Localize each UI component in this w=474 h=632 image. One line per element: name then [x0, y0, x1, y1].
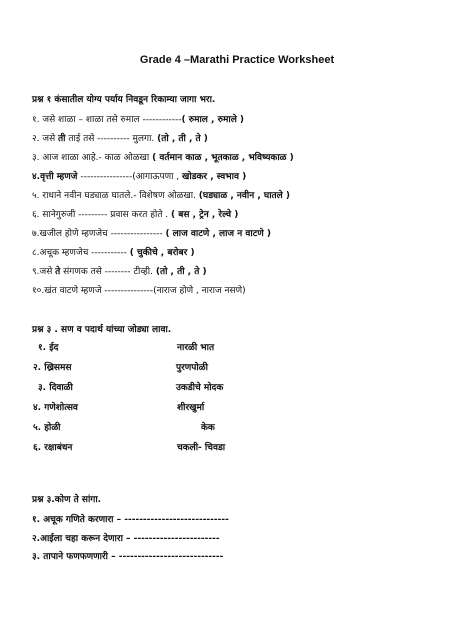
- match-left-item: ४. गणेशोत्सव: [33, 403, 78, 413]
- question-label: ४.वृत्ती म्हणजे: [32, 172, 78, 182]
- question-prefix: ९.जसे: [32, 267, 56, 277]
- match-left-item: ३. दिवाळी: [38, 383, 73, 393]
- question-7: [32, 228, 271, 240]
- question-text: ८.अचूक म्हणजेच -----------: [32, 248, 130, 258]
- question-10: [32, 285, 246, 297]
- match-right-item: चकली- चिवडा: [177, 443, 226, 453]
- question-3: [32, 152, 294, 164]
- fill-item: ३. तापाने फणफणणारी – ----------------------------: [32, 552, 224, 562]
- question-text: ६. सानेगुरुजी --------- प्रवास करत होते .: [32, 210, 172, 220]
- question-6: [32, 209, 238, 221]
- match-right-item: पुरणपोळी: [176, 363, 208, 373]
- match-right-item: उकडीचे मोदक: [176, 383, 224, 393]
- answer-options: ( वर्तमान काळ , भूतकाळ , भविष्यकाळ ): [152, 153, 294, 163]
- section2-heading: प्रश्न ३ . सण व पदार्थ यांच्या जोड्या लावा.: [32, 325, 172, 335]
- match-right-item: नारळी भात: [177, 343, 215, 353]
- answer-options: ( लाज वाटणे , लाज न वाटणे ): [165, 229, 271, 239]
- question-prefix: २. जसे: [32, 134, 59, 144]
- question-text: ७.खजील होणे म्हणजेच ----------------: [32, 229, 166, 239]
- answer-options: (तो , ती , ते ): [157, 134, 208, 144]
- question-text: १. जसे शाळा – शाळा तसे रुमाल ------------: [32, 115, 182, 125]
- page-title: Grade 4 –Marathi Practice Worksheet: [139, 54, 335, 66]
- question-text: ५. राधाने नवीन घड्याळ घातले.- विशेषण ओळखा.: [32, 191, 199, 201]
- answer-options: ( रुमाल , रुमाले ): [181, 115, 245, 125]
- answer-options: (तो , ती , ते ): [155, 267, 207, 277]
- question-5: [32, 190, 290, 202]
- answer-options: खोडकर , स्वभाव ): [182, 172, 247, 182]
- question-2: [32, 133, 208, 145]
- match-right-item: शीरखुर्मा: [177, 403, 205, 413]
- highlight-word: ती: [58, 134, 66, 144]
- match-left-item: ५. होळी: [33, 423, 61, 433]
- fill-item: २.आईला चहा करून देणारा – -----------------------: [32, 534, 220, 544]
- question-9: [32, 266, 207, 278]
- match-left-item: २. ख्रिसमस: [33, 363, 72, 373]
- question-text: संगणक तसे -------- टीव्ही.: [60, 267, 156, 277]
- section3-heading: प्रश्न ३.कोण ते सांगा.: [32, 495, 102, 505]
- match-left-item: ६. रक्षाबंधन: [33, 443, 73, 453]
- fill-item: १. अचूक गणिते करणारा – ----------------------------: [32, 515, 229, 525]
- question-text: ३. आज शाळा आहे.- काळ ओळखा: [32, 153, 153, 163]
- question-4: [32, 171, 246, 183]
- question-8: [32, 247, 195, 259]
- section1-heading: प्रश्न १ कंसातील योग्य पर्याय निवडून रिकाम्या जागा भरा.: [32, 95, 216, 105]
- answer-options: (घड्याळ , नवीन , घातले ): [198, 191, 291, 201]
- question-1: [32, 114, 244, 126]
- answer-options: ( चुकीचे , बरोबर ): [129, 248, 195, 258]
- match-right-item: केक: [201, 423, 215, 433]
- answer-options: ( बस , ट्रेन , रेल्वे ): [171, 210, 239, 220]
- match-left-item: १. ईद: [38, 343, 59, 353]
- highlight-word: ते: [55, 267, 61, 277]
- question-text: ----------------(आगाऊपणा ,: [77, 172, 182, 182]
- question-text: ताई तसे ---------- मुलगा.: [65, 134, 158, 144]
- question-text: १०.खंत वाटणे म्हणजे ---------------(नाराज होणे , नाराज नसणे): [32, 286, 246, 296]
